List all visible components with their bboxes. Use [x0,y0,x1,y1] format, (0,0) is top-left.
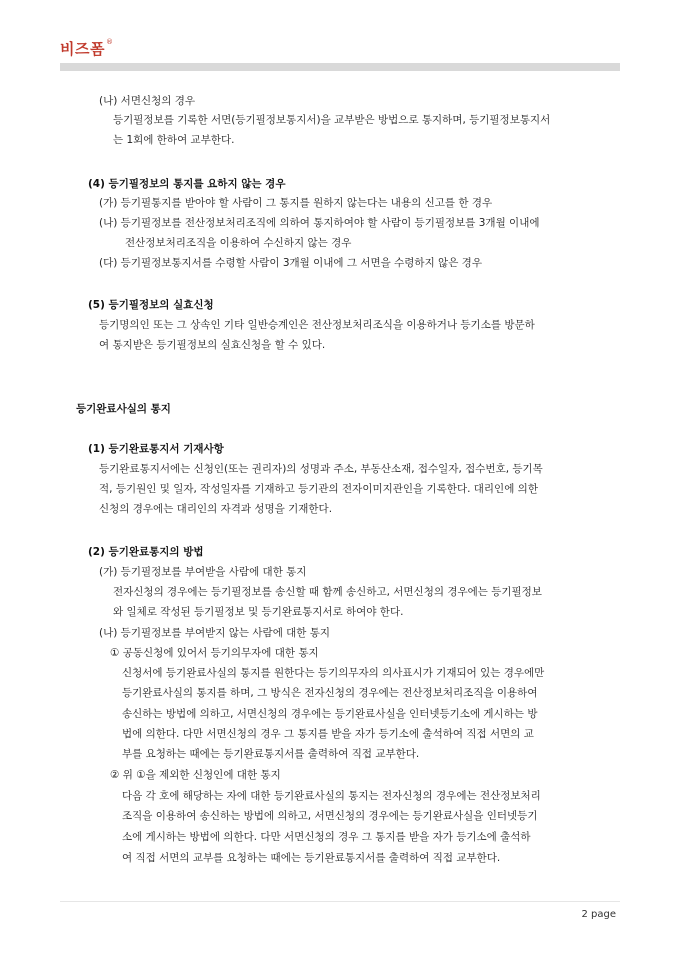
paragraph-line: 다음 각 호에 해당하는 자에 대한 등기완료사실의 통지는 전자신청의 경우에는 전산정보처리 [122,790,541,802]
paragraph-line: 적, 등기원인 및 일자, 작성일자를 기재하고 등기관의 전자이미지관인을 기록한다. 대리인에 의한 [99,483,538,495]
list-item: (다) 등기필정보통지서를 수령할 사람이 3개월 이내에 그 서면을 수령하지 않은 경우 [99,257,482,269]
paragraph-line: 신청서에 등기완료사실의 통지를 원한다는 등기의무자의 의사표시가 기재되어 있는 경우에만 [122,667,545,679]
bizforms-logo: 비즈폼® [60,38,114,58]
list-item: (가) 등기필통지를 받아야 할 사람이 그 통지를 원하지 않는다는 내용의 신고를 한 경우 [99,197,493,209]
paragraph-line: 전산정보처리조직을 이용하여 수신하지 않는 경우 [125,237,352,249]
footer-divider [60,901,620,902]
paragraph-line: 조직을 이용하여 송신하는 방법에 의하고, 서면신청의 경우에는 등기완료사실을 인터넷등기 [122,810,538,822]
subsection-heading: (나) 서면신청의 경우 [99,95,196,107]
paragraph-line: 등기완료통지서에는 신청인(또는 권리자)의 성명과 주소, 부동산소재, 접수일자, 접수번호, 등기목 [99,463,543,475]
list-item: (나) 등기필정보를 부여받지 않는 사람에 대한 통지 [99,627,331,639]
paragraph-line: 전자신청의 경우에는 등기필정보를 송신할 때 함께 송신하고, 서면신청의 경우에는 등기필정보 [113,586,542,598]
paragraph-line: 와 일체로 작성된 등기필정보 및 등기완료통지서로 하여야 한다. [113,606,404,618]
paragraph-line: 등기필정보를 기록한 서면(등기필정보통지서)을 교부받은 방법으로 통지하며, 등기필정보통지서 [113,114,551,126]
list-item: (나) 등기필정보를 전산정보처리조직에 의하여 통지하여야 할 사람이 등기필정보를 3개월 이내에 [99,217,540,229]
page-number: 2 page [581,909,616,920]
paragraph-line: 신청의 경우에는 대리인의 자격과 성명을 기재한다. [99,503,333,515]
paragraph-line: 는 1회에 한하여 교부한다. [113,134,235,146]
paragraph-line: 송신하는 방법에 의하고, 서면신청의 경우에는 등기완료사실을 인터넷등기소에 게시하는 방 [122,708,538,720]
paragraph-line: 등기명의인 또는 그 상속인 기타 일반승계인은 전산정보처리조식을 이용하거나 등기소를 방문하 [99,319,535,331]
list-item: ① 공동신청에 있어서 등기의무자에 대한 통지 [110,647,319,659]
section-heading: (1) 등기완료통지서 기재사항 [88,443,224,455]
paragraph-line: 여 통지받은 등기필정보의 실효신청을 할 수 있다. [99,339,326,351]
header-divider-bar [60,63,620,71]
section-heading: (5) 등기필정보의 실효신청 [88,299,214,311]
list-item: ② 위 ①을 제외한 신청인에 대한 통지 [110,769,281,781]
paragraph-line: 법에 의한다. 다만 서면신청의 경우 그 통지를 받을 자가 등기소에 출석하여 직접 서면의 교 [122,728,534,740]
paragraph-line: 등기완료사실의 통지를 하며, 그 방식은 전자신청의 경우에는 전산정보처리조직을 이용하여 [122,687,538,699]
chapter-heading: 등기완료사실의 통지 [76,403,171,415]
paragraph-line: 소에 게시하는 방법에 의한다. 다만 서면신청의 경우 그 통지를 받을 자가 등기소에 출석하 [122,831,531,843]
list-item: (가) 등기필정보를 부여받을 사람에 대한 통지 [99,566,307,578]
section-heading: (2) 등기완료통지의 방법 [88,546,204,558]
paragraph-line: 여 직접 서면의 교부를 요청하는 때에는 등기완료통지서를 출력하여 직접 교부한다. [122,852,501,864]
section-heading: (4) 등기필정보의 통지를 요하지 않는 경우 [88,178,286,190]
paragraph-line: 부를 요청하는 때에는 등기완료통지서를 출력하여 직접 교부한다. [122,748,420,760]
